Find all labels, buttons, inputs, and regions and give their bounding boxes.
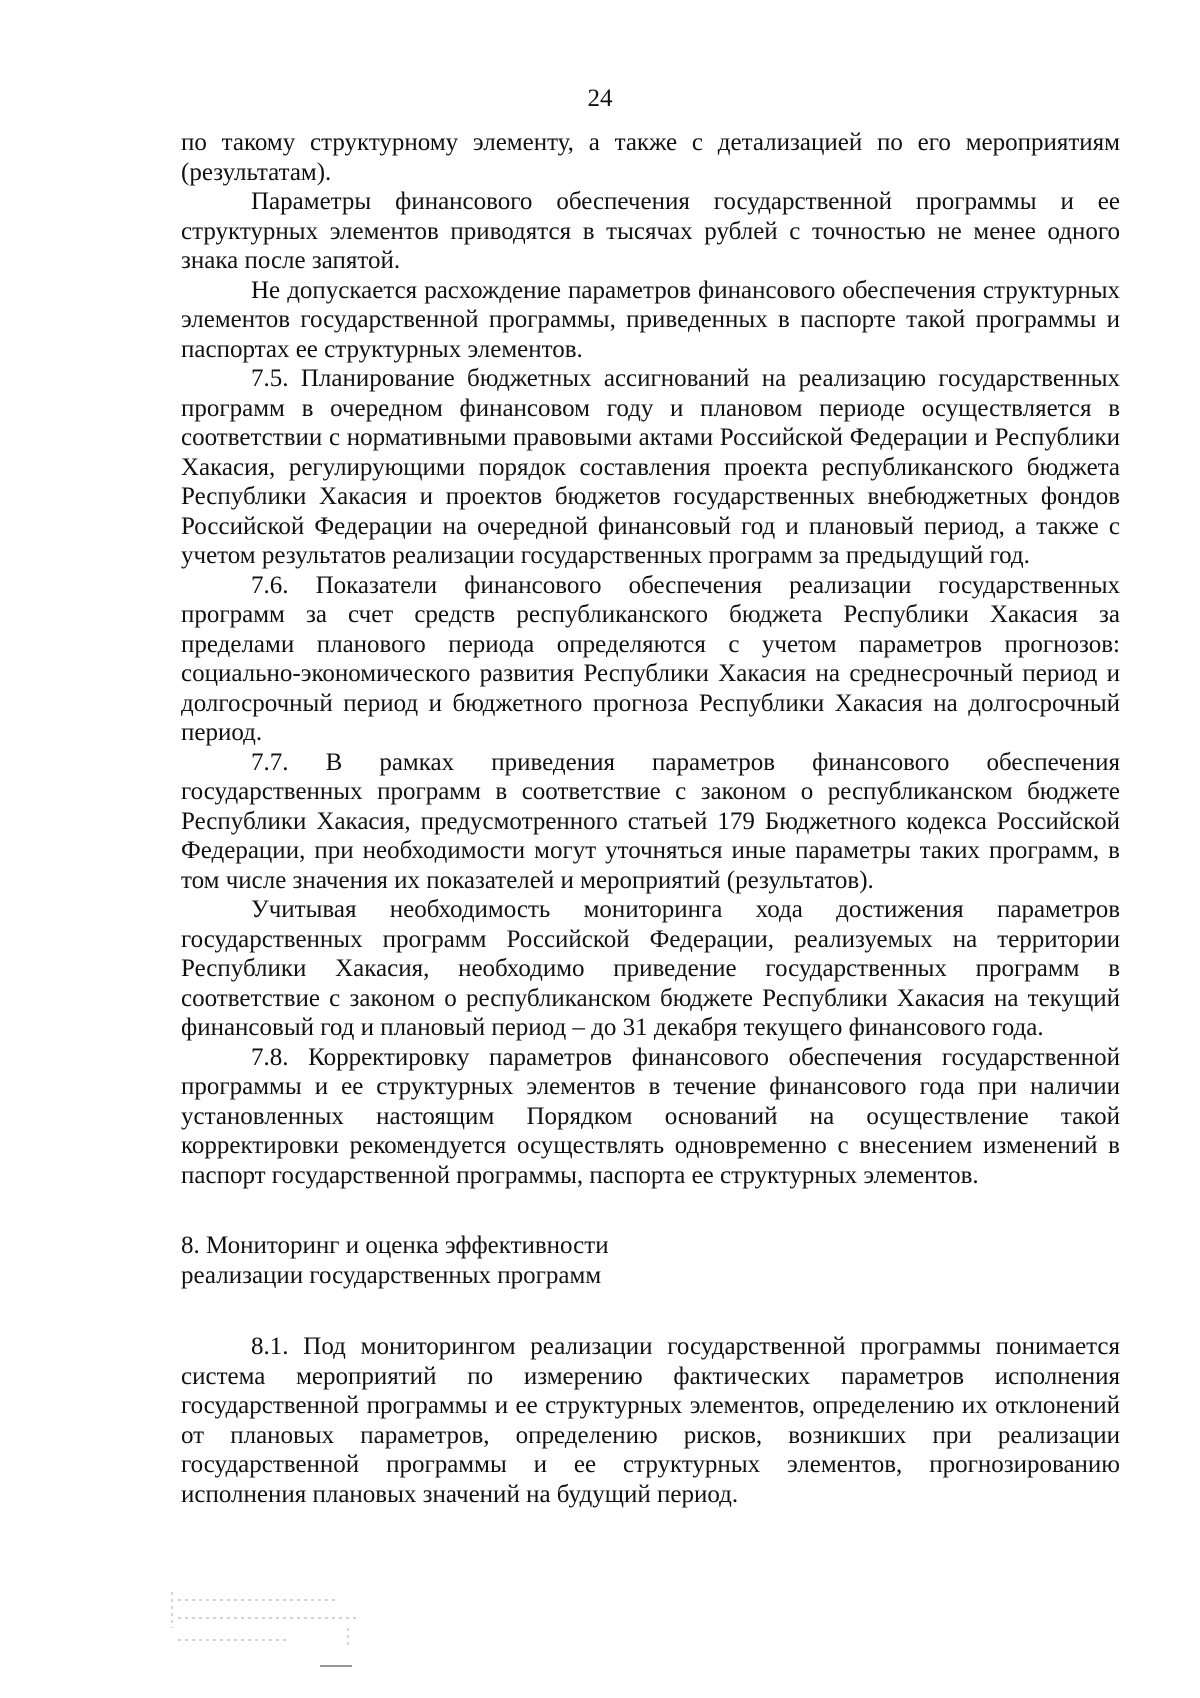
- paragraph-8-1: 8.1. Под мониторингом реализации государственной программы понимается система мероприятий по измерению фактических параметров исполнения государственной программы и ее структурных элементов, определению их отклонений от плановых параметров, определению рисков, возникших при реализации государственной программы и ее структурных элементов, прогнозированию исполнения плановых значений на будущий период.: [181, 1333, 1120, 1508]
- document-body: [181, 128, 1120, 1509]
- section-heading-line: реализации государственных программ: [181, 1262, 602, 1289]
- section-heading: [181, 1231, 1120, 1291]
- paragraph-7-7: 7.7. В рамках приведения параметров финансового обеспечения государственных программ в соответствие с законом о республиканском бюджете Республики Хакасия, предусмотренного статьей 179 Бюджетного кодекса Российской Федерации, при необходимости могут уточняться иные параметры таких программ, в том числе значения их показателей и мероприятий (результатов).: [181, 748, 1120, 894]
- faded-stamp-mark: [170, 1588, 380, 1678]
- paragraph: Не допускается расхождение параметров финансового обеспечения структурных элементов государственной программы, приведенных в паспорте такой программы и паспортах ее структурных элементов.: [181, 276, 1120, 363]
- paragraph-7-8: 7.8. Корректировку параметров финансового обеспечения государственной программы и ее структурных элементов в течение финансового года при наличии установленных настоящим Порядком оснований на осуществление такой корректировки рекомендуется осуществлять одновременно с внесением изменений в паспорт государственной программы, паспорта ее структурных элементов.: [181, 1043, 1120, 1189]
- paragraph-7-5: 7.5. Планирование бюджетных ассигнований на реализацию государственных программ в очередном финансовом году и плановом периоде осуществляется в соответствии с нормативными правовыми актами Российской Федерации и Республики Хакасия, регулирующими порядок составления проекта республиканского бюджета Республики Хакасия и проектов бюджетов государственных внебюджетных фондов Российской Федерации на очередной финансовый год и плановый период, а также с учетом результатов реализации государственных программ за предыдущий год.: [181, 365, 1120, 569]
- section-heading-line: 8. Мониторинг и оценка эффективности: [181, 1232, 609, 1259]
- paragraph: Учитывая необходимость мониторинга хода достижения параметров государственных программ Российской Федерации, реализуемых на территории Республики Хакасия, необходимо приведение государственных программ в соответствие с законом о республиканском бюджете Республики Хакасия на текущий финансовый год и плановый период – до 31 декабря текущего финансового года.: [181, 896, 1120, 1041]
- paragraph-continuation: по такому структурному элементу, а также с детализацией по его мероприятиям (результатам).: [181, 129, 1120, 186]
- paragraph: Параметры финансового обеспечения государственной программы и ее структурных элементов приводятся в тысячах рублей с точностью не менее одного знака после запятой.: [181, 188, 1120, 274]
- paragraph-7-6: 7.6. Показатели финансового обеспечения реализации государственных программ за счет средств республиканского бюджета Республики Хакасия за пределами планового периода определяются с учетом параметров прогнозов: социально-экономического развития Республики Хакасия на среднесрочный период и долгосрочный период и бюджетного прогноза Республики Хакасия на долгосрочный период.: [181, 571, 1120, 746]
- page-number: 24: [587, 85, 613, 112]
